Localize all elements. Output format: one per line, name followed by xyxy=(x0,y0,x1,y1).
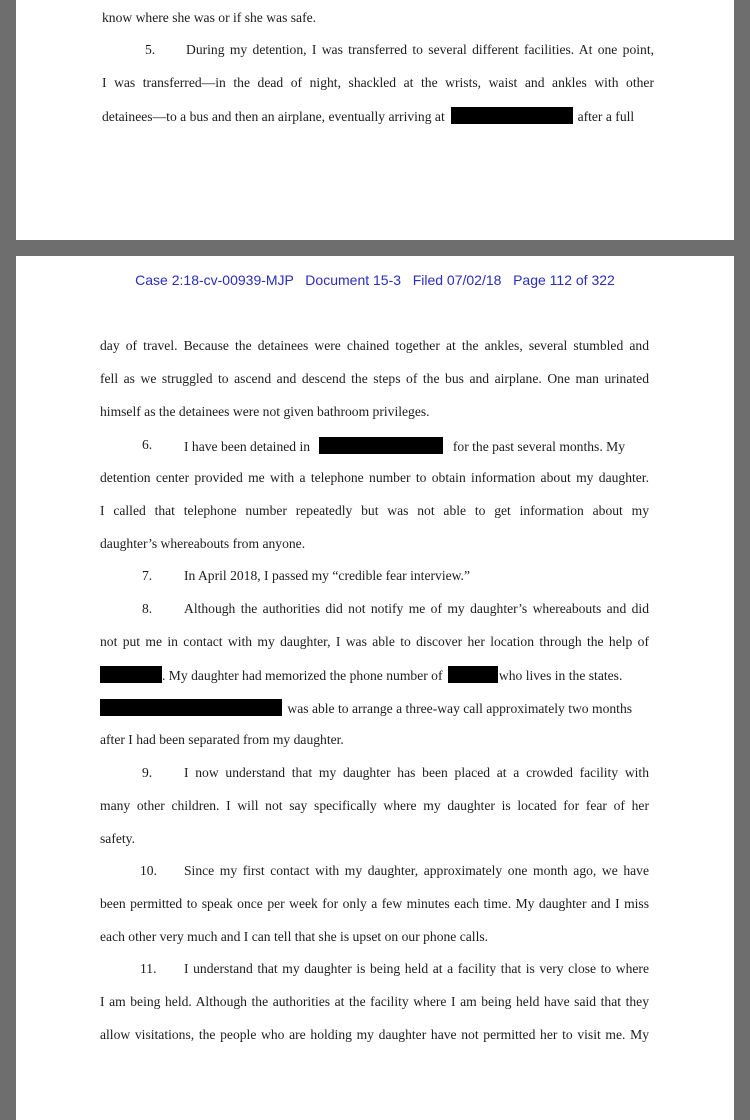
paragraph-number: 5. xyxy=(145,42,156,57)
paragraph-number: 10. xyxy=(140,863,157,878)
text-line: day of travel. Because the detainees were chained together at the ankles, several stumbled and xyxy=(100,338,649,353)
text-line: himself as the detainees were not given bathroom privileges. xyxy=(100,404,430,419)
text-line: I called that telephone number repeatedly but was not able to get information about my xyxy=(100,503,649,518)
text-line: detention center provided me with a telephone number to obtain information about my daughter. xyxy=(100,470,649,485)
paragraph-number: 9. xyxy=(142,765,153,780)
text-fragment: . My daughter had memorized the phone number of xyxy=(162,668,443,683)
text-fragment: for the past several months. My xyxy=(452,439,626,454)
text-line: During my detention, I was transferred to several different facilities. At one point, xyxy=(186,42,654,57)
redaction-bar xyxy=(451,107,573,124)
text-fragment: who lives in the states. xyxy=(498,668,623,683)
text-line: allow visitations, the people who are holding my daughter have not permitted her to visit me. My xyxy=(100,1027,649,1042)
text-line: I understand that my daughter is being held at a facility that is very close to where xyxy=(184,961,649,976)
text-line: fell as we struggled to ascend and descend the steps of the bus and airplane. One man urinated xyxy=(100,371,649,386)
paragraph-number: 7. xyxy=(142,568,153,583)
document-page-previous xyxy=(16,0,734,240)
redaction-bar xyxy=(100,666,162,683)
paragraph-number: 11. xyxy=(140,961,157,976)
redaction-bar xyxy=(319,437,443,454)
text-line: I was transferred—in the dead of night, shackled at the wrists, waist and ankles with other xyxy=(102,75,654,90)
text-fragment: after a full xyxy=(577,109,635,124)
paragraph-number: 6. xyxy=(142,437,153,452)
text-fragment: I have been detained in xyxy=(184,439,311,454)
text-line: know where she was or if she was safe. xyxy=(102,10,317,25)
redaction-bar xyxy=(100,699,282,716)
case-header: Case 2:18-cv-00939-MJP Document 15-3 Filed 07/02/18 Page 112 of 322 xyxy=(135,272,615,288)
text-fragment: was able to arrange a three-way call approximately two months xyxy=(287,701,633,716)
text-line: daughter’s whereabouts from anyone. xyxy=(100,536,306,551)
text-line xyxy=(102,107,634,125)
text-line: each other very much and I can tell that she is upset on our phone calls. xyxy=(100,929,489,944)
text-line xyxy=(100,699,632,717)
text-line: Although the authorities did not notify me of my daughter’s whereabouts and did xyxy=(184,601,649,616)
text-line: after I had been separated from my daughter. xyxy=(100,732,344,747)
text-line: Since my first contact with my daughter, approximately one month ago, we have xyxy=(184,863,649,878)
text-line: In April 2018, I passed my “credible fear interview.” xyxy=(184,568,470,583)
text-line: safety. xyxy=(100,831,135,846)
text-line xyxy=(184,437,625,455)
text-line xyxy=(100,666,622,684)
text-line: not put me in contact with my daughter, I was able to discover her location through the help of xyxy=(100,634,649,649)
text-line: I now understand that my daughter has been placed at a crowded facility with xyxy=(184,765,649,780)
text-line: been permitted to speak once per week for only a few minutes each time. My daughter and I miss xyxy=(100,896,649,911)
text-fragment: detainees—to a bus and then an airplane, eventually arriving at xyxy=(102,109,445,124)
document-page-current xyxy=(16,256,734,1120)
paragraph-number: 8. xyxy=(142,601,153,616)
redaction-bar xyxy=(448,666,498,683)
text-line: many other children. I will not say specifically where my daughter is located for fear of her xyxy=(100,798,649,813)
text-line: I am being held. Although the authorities at the facility where I am being held have said that they xyxy=(100,994,649,1009)
